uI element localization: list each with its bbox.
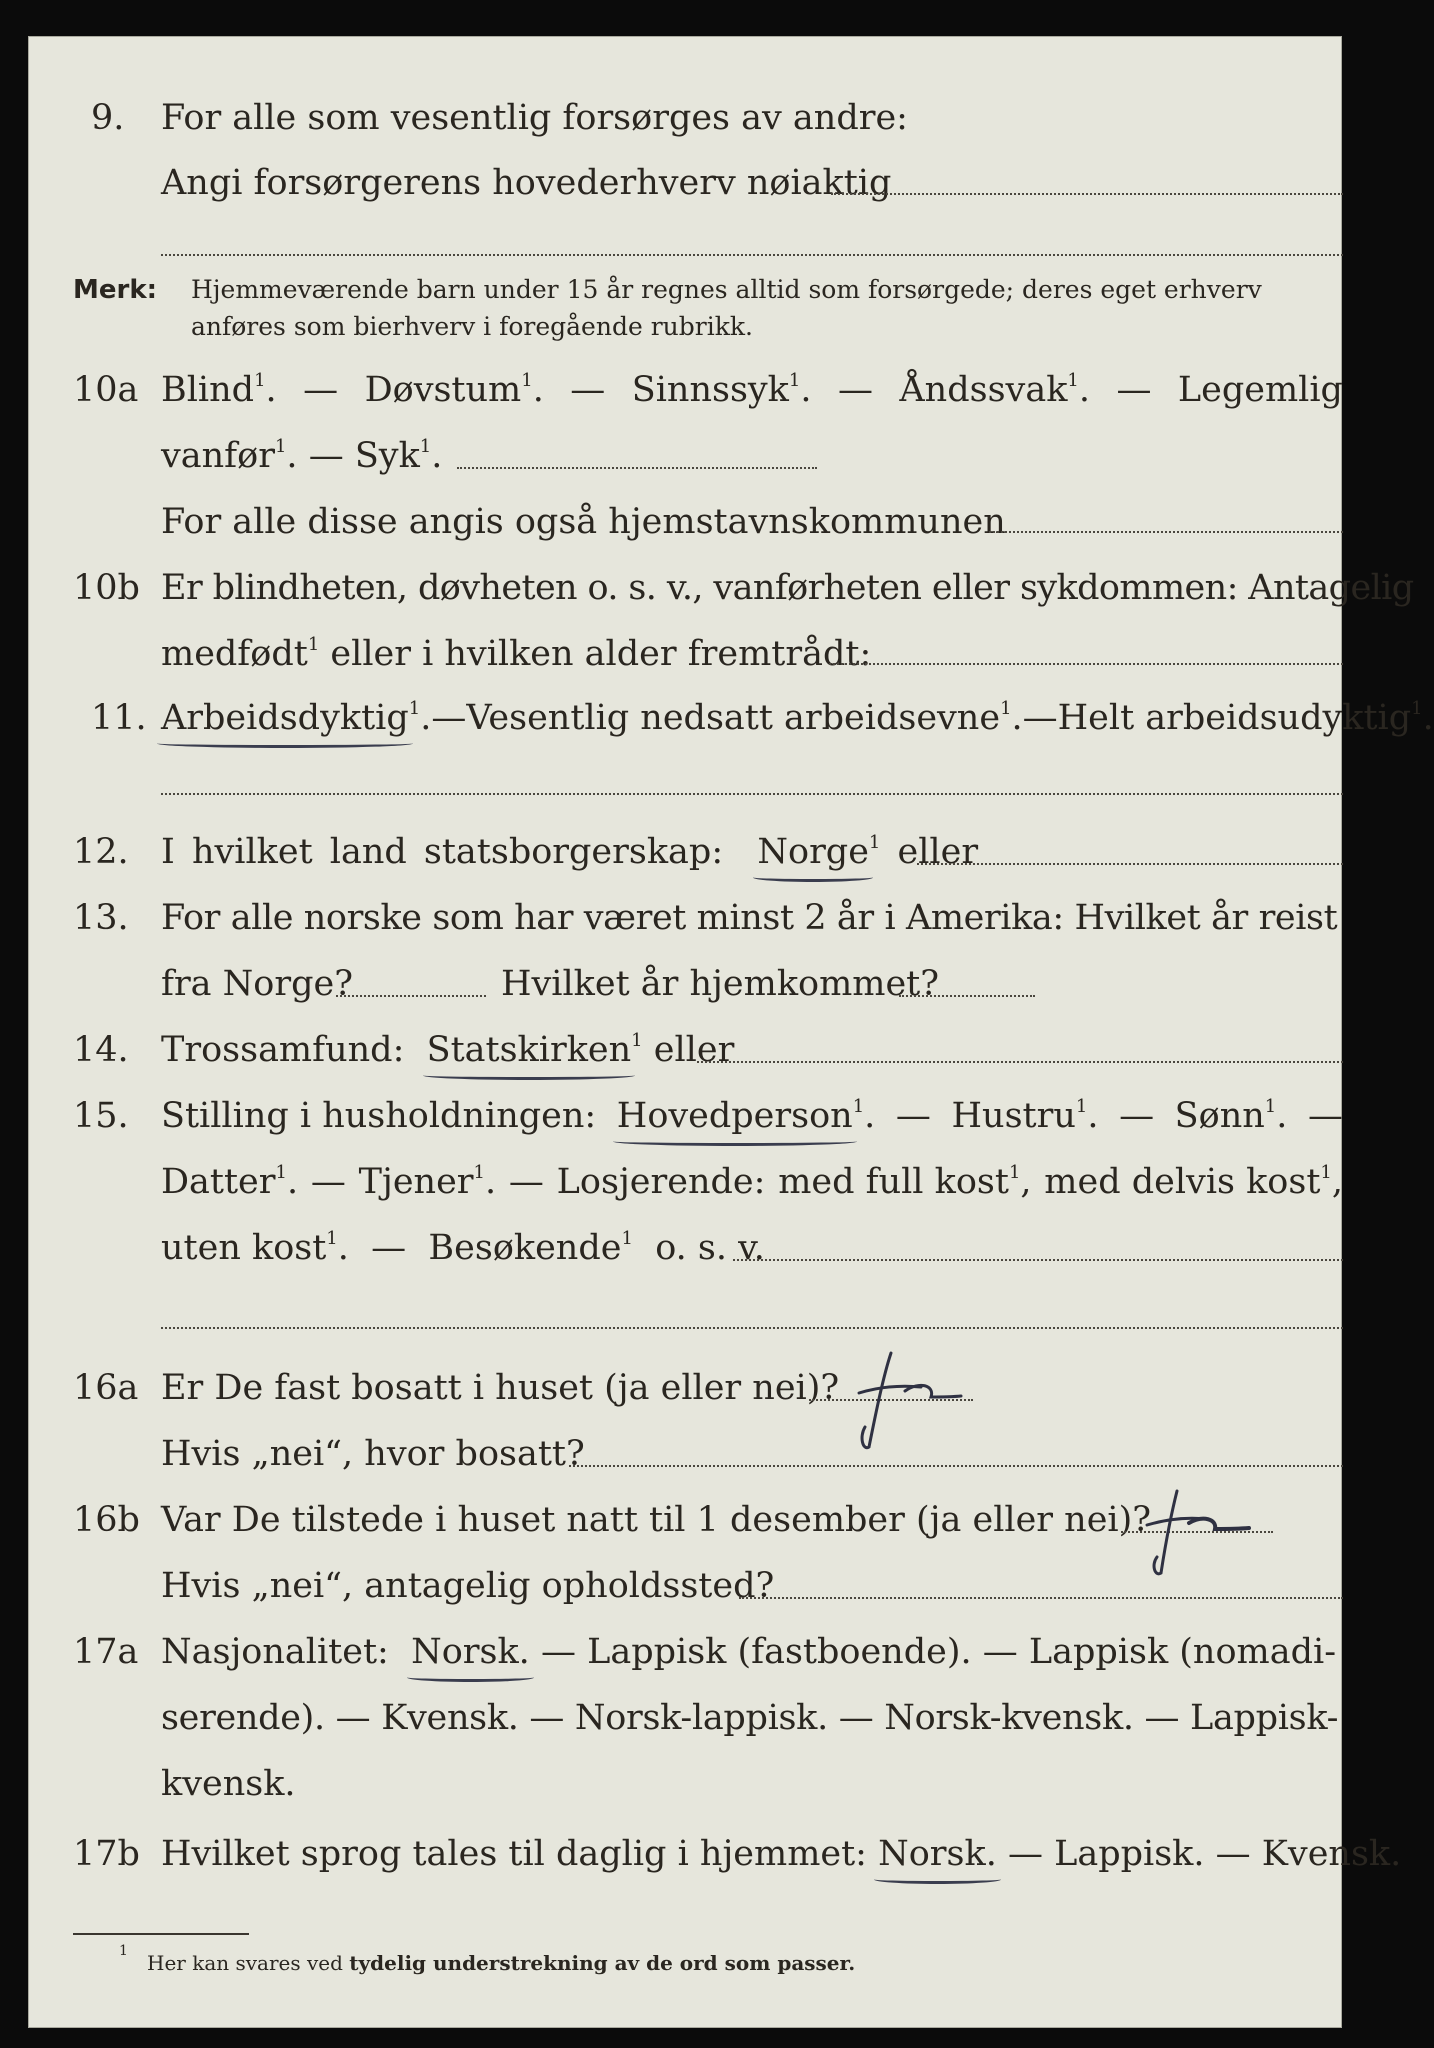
q10a-number: 10a [73,370,139,410]
q11-udyktig: Helt arbeidsudyktig$^1$. [1057,698,1434,738]
q10a-hjemstavn-line [989,531,1343,533]
q17a-number: 17a [73,1632,139,1672]
q17b-line: Hvilket sprog tales til daglig i hjemmet: Norsk. — Lappisk. — Kvensk. [161,1834,1402,1874]
footnote: $^1$ Her kan svares ved tydelig understrekning av de ord som passer. [119,1943,856,1975]
q9-answer-line-2 [161,254,1343,256]
q16b-line2: Hvis „nei“, antagelig opholdssted? [161,1566,775,1606]
q12-number: 12. [73,832,129,872]
q13-number: 13. [73,898,129,938]
svg-text:Ja: Ja [1137,1487,1138,1488]
q13-reist-line [336,995,486,997]
q13-hjem: Hvilket år hjemkommet? [501,964,940,1004]
q14-answer-line [697,1061,1343,1063]
q16a-line1: Er De fast bosatt i huset (ja eller nei)? [161,1368,840,1408]
q9-line1: For alle som vesentlig forsørges av andre: [161,98,908,138]
dash: — [303,370,339,410]
q13-fra: fra Norge? [161,964,353,1004]
dash: — [570,370,606,410]
q10b-answer-line [829,663,1343,665]
q15-number: 15. [73,1096,129,1136]
q9-answer-line [831,193,1343,195]
q16a-number: 16a [73,1368,139,1408]
footnote-rule [73,1933,249,1935]
q9-line2: Angi forsørgerens hovederhverv nøiaktig [161,163,892,203]
q9-number: 9. [91,98,125,138]
q15-line2: Datter$^1$. — Tjener$^1$. — Losjerende: med full kost$^1$, med delvis kost$^1$, [161,1162,1343,1202]
q17a-line3: kvensk. [161,1764,296,1804]
q16b-number: 16b [73,1500,140,1540]
q15-line1: Stilling i husholdningen: Hovedperson$^1$. — Hustru$^1$. — Sønn$^1$. — [161,1096,1343,1136]
q17b-number: 17b [73,1834,140,1874]
q16a-handwritten-ja [839,1347,979,1457]
q10a-line2: vanfør$^1$. — Syk$^1$. [161,436,443,476]
merk-line1: Hjemmeværende barn under 15 år regnes alltid som forsørgede; deres eget erhverv [191,275,1262,304]
q13-line1: For alle norske som har været minst 2 år i Amerika: Hvilket år reist [161,898,1338,938]
q11-number: 11. [91,698,147,738]
census-form-page [28,36,1434,2028]
q10a-answer-line [457,467,817,469]
q16a-line2: Hvis „nei“, hvor bosatt? [161,1434,585,1474]
q10a-dovstum: Døvstum$^1$. [364,370,544,410]
q11-answer-line [161,793,1343,795]
q12-line: I hvilket land statsborgerskap: Norge$^1$ eller [161,832,979,872]
q15-line3: uten kost$^1$. — Besøkende$^1$ o. s. v. [161,1228,765,1268]
q10a-sinnssyk: Sinnssyk$^1$. [631,370,812,410]
merk-line2: anføres som bierhverv i foregående rubrikk. [191,312,753,341]
merk-label: Merk: [73,275,158,305]
q12-answer-line [917,863,1343,865]
q16a-bosatt-line [569,1465,1343,1467]
q10a-andssvak: Åndssvak$^1$. [899,370,1090,410]
q15-answer-line [733,1259,1343,1261]
q10b-line2: medfødt$^1$ eller i hvilken alder fremtrådt: [161,634,872,674]
dash: — [1116,370,1152,410]
q10a-blind: Blind$^1$. [161,370,277,410]
q10a-legemlig: Legemlig [1177,370,1343,410]
q11-arbeidsdyktig: Arbeidsdyktig$^1$. [161,698,432,738]
dash: — [837,370,873,410]
q16b-handwritten-ja [1137,1487,1267,1587]
q10b-number: 10b [73,568,140,608]
q15-answer-line-2 [161,1327,1343,1329]
q16b-line1: Var De tilstede i huset natt til 1 desember (ja eller nei)? [161,1500,1152,1540]
q11-nedsatt: Vesentlig nedsatt arbeidsevne$^1$. [466,698,1023,738]
q17a-line1: Nasjonalitet: Norsk. — Lappisk (fastboende). — Lappisk (nomadi- [161,1632,1337,1672]
q13-hjemkommet-line [899,995,1035,997]
q16b-opholdssted-line [739,1597,1343,1599]
q17a-line2: serende). — Kvensk. — Norsk-lappisk. — Norsk-kvensk. — Lappisk- [161,1698,1339,1738]
q11-line: Arbeidsdyktig$^1$. — Vesentlig nedsatt arbeidsevne$^1$. — Helt arbeidsudyktig$^1$. [161,698,1434,738]
q10b-line1: Er blindheten, døvheten o. s. v., vanførheten eller sykdommen: Antagelig [161,568,1414,608]
q14-line: Trossamfund: Statskirken$^1$ eller [161,1030,735,1070]
q10a-line1 [161,369,1343,411]
q14-number: 14. [73,1030,129,1070]
q10a-line3: For alle disse angis også hjemstavnskommunen [161,502,1006,542]
svg-text:Ja: Ja [839,1347,840,1348]
